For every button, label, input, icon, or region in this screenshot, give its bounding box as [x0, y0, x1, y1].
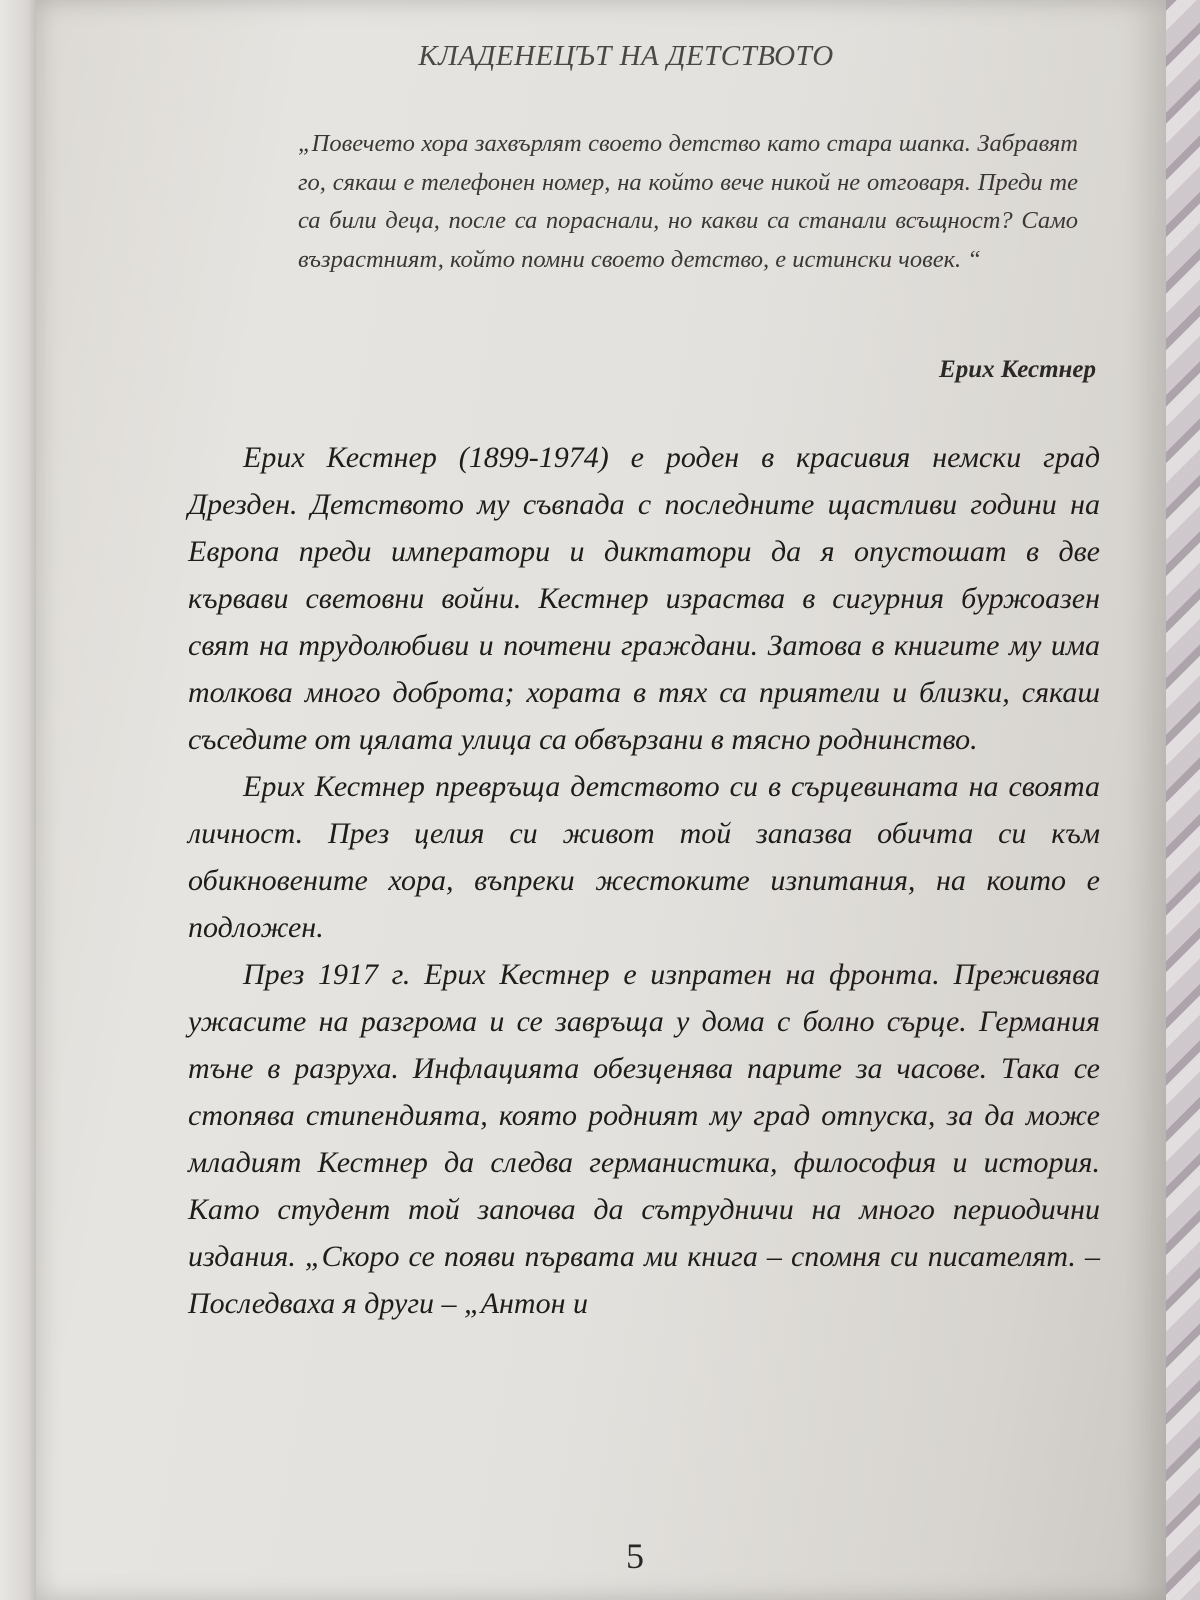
paragraph: Ерих Кестнер превръща детството си в сърцевината на своята личност. През целия си живот той запазва обичта си към обикновените хора, въпреки жестоките изпитания, на които е подложен. [188, 770, 1100, 944]
book-page [36, 0, 1166, 1600]
paragraph: През 1917 г. Ерих Кестнер е изпратен на фронта. Преживява ужасите на разгрома и се завръща у дома с болно сърце. Германия тъне в разруха. Инфлацията обезценява парите за часове. Така се стопява стипендията, която родният му град отпуска, за да може младият Кестнер да следва германистика, философия и история. Като студент той започва да сътрудничи на много периодични издания. „Скоро се появи първата ми книга – спомня си писателят. – Последваха я други – „Антон и [188, 958, 1100, 1320]
running-head: КЛАДЕНЕЦЪТ НА ДЕТСТВОТО [418, 40, 834, 72]
page-number: 5 [626, 1536, 644, 1576]
paragraph: Ерих Кестнер (1899-1974) е роден в красивия немски град Дрезден. Детството му съвпада с последните щастливи години на Европа преди императори и диктатори да я опустошат в две кървави световни войни. Кестнер израства в сигурния буржоазен свят на трудолюбиви и почтени граждани. Затова в книгите му има толкова много доброта; хората в тях са приятели и близки, сякаш съседите от цялата улица са обвързани в тясно роднинство. [188, 441, 1100, 756]
body-text [188, 434, 1100, 1327]
epigraph-author: Ерих Кестнер [939, 356, 1096, 383]
epigraph-quote: „Повечето хора захвърлят своето детство като стара шапка. Забравят го, сякаш е телефонен номер, на който вече никой не отговаря. Преди те са били деца, после са пораснали, но какви са станали всъщност? Само възрастният, който помни своето детство, е истински човек. “ [298, 130, 1078, 273]
background-left-edge [0, 0, 40, 1600]
